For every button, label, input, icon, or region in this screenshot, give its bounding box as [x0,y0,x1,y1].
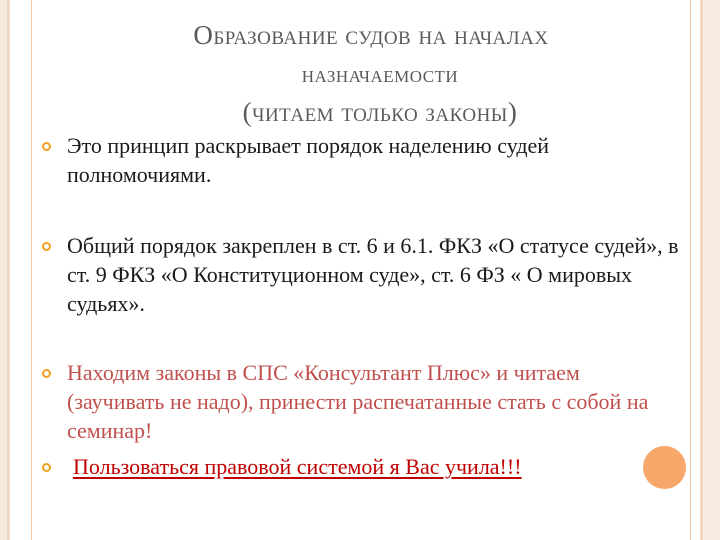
bullet-item [42,452,682,481]
bullet-item [42,131,682,189]
left-decorative-band-inner [7,0,10,540]
title-line-3: (читаем только законы) [242,97,518,127]
bullet-text-highlight: Находим законы в СПС «Консультант Плюс» и читаем (заучивать не надо), принести распечатанные стать с собой на семинар! [67,360,649,443]
title-line-2: назначаемости [301,62,459,88]
bullet-circle-icon [42,242,51,251]
decorative-circle-icon [643,446,686,489]
right-decorative-band-edge [700,0,703,540]
left-decorative-band [0,0,7,540]
slide-title [70,22,690,126]
bullet-link-text[interactable]: Пользоваться правовой системой я Вас учила!!! [73,454,522,479]
bullet-circle-icon [42,369,51,378]
bullet-text: Общий порядок закреплен в ст. 6 и 6.1. ФКЗ «О статусе судей», в ст. 9 ФКЗ «О Конституционном суде», ст. 6 ФЗ « О мировых судьях». [67,233,679,316]
left-decorative-line [31,0,32,540]
bullet-item [42,358,682,445]
right-decorative-band [700,0,720,540]
bullet-text: Это принцип раскрывает порядок наделению судей полномочиями. [67,133,550,187]
bullet-circle-icon [42,463,51,472]
bullet-circle-icon [42,142,51,151]
title-line-1: Образование судов на началах [193,20,549,50]
right-decorative-line [690,0,691,540]
bullet-item [42,231,682,318]
